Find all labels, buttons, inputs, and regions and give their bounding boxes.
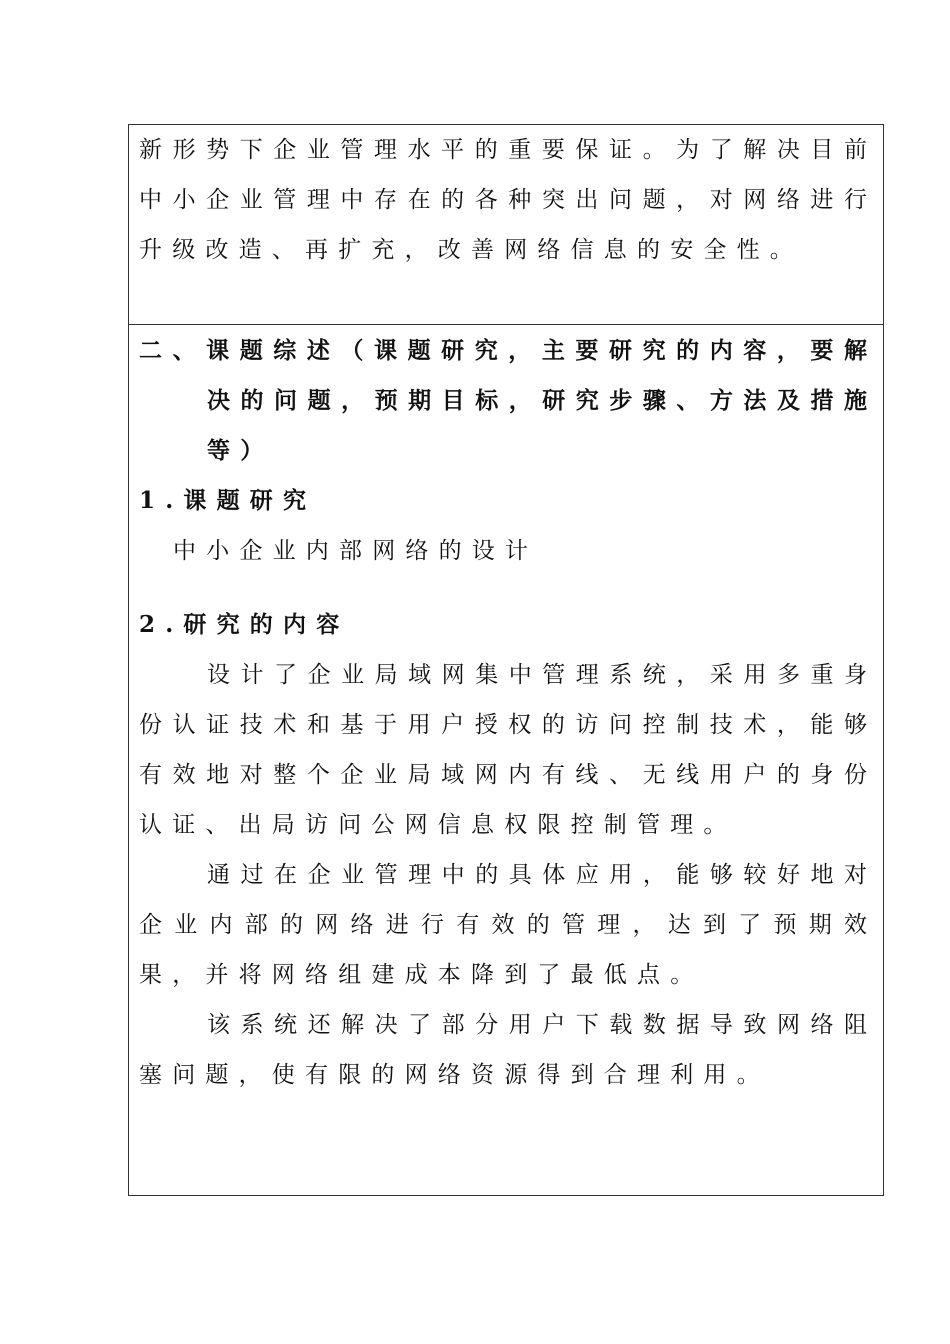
background-line-1: 新形势下企业管理水平的重要保证。为了解决目前 (139, 137, 867, 163)
section-heading-line-3: 等） (207, 437, 274, 464)
section-heading-line-1: 二、课题综述（课题研究，主要研究的内容，要解 (139, 337, 867, 364)
paragraph1-line-3: 有效地对整个企业局域网内有线、无线用户的身份 (139, 762, 867, 788)
paragraph1-line-1: 设计了企业局域网集中管理系统，采用多重身 (207, 662, 867, 688)
background-line-3: 升级改造、再扩充，改善网络信息的安全性。 (139, 237, 803, 263)
paragraph1-line-2: 份认证技术和基于用户授权的访问控制技术，能够 (139, 712, 867, 738)
paragraph1-line-4: 认证、出局访问公网信息权限控制管理。 (139, 812, 737, 838)
paragraph2-line-1: 通过在企业管理中的具体应用，能够较好地对 (207, 862, 867, 888)
topic-overview-cell (129, 325, 883, 1195)
paragraph3-line-2: 塞问题，使有限的网络资源得到合理利用。 (139, 1062, 770, 1088)
item2-heading: 2.研究的内容 (139, 611, 350, 638)
proposal-form-table (128, 124, 884, 1196)
background-cell (129, 125, 883, 325)
item1-text: 中小企业内部网络的设计 (173, 538, 539, 564)
background-line-2: 中小企业管理中存在的各种突出问题，对网络进行 (139, 187, 867, 213)
paragraph2-line-2: 企业内部的网络进行有效的管理，达到了预期效 (139, 912, 867, 938)
item1-heading: 1.课题研究 (139, 487, 317, 514)
section-heading-line-2: 决的问题，预期目标，研究步骤、方法及措施 (207, 387, 867, 414)
paragraph2-line-3: 果，并将网络组建成本降到了最低点。 (139, 962, 704, 988)
paragraph3-line-1: 该系统还解决了部分用户下载数据导致网络阻 (207, 1012, 867, 1038)
